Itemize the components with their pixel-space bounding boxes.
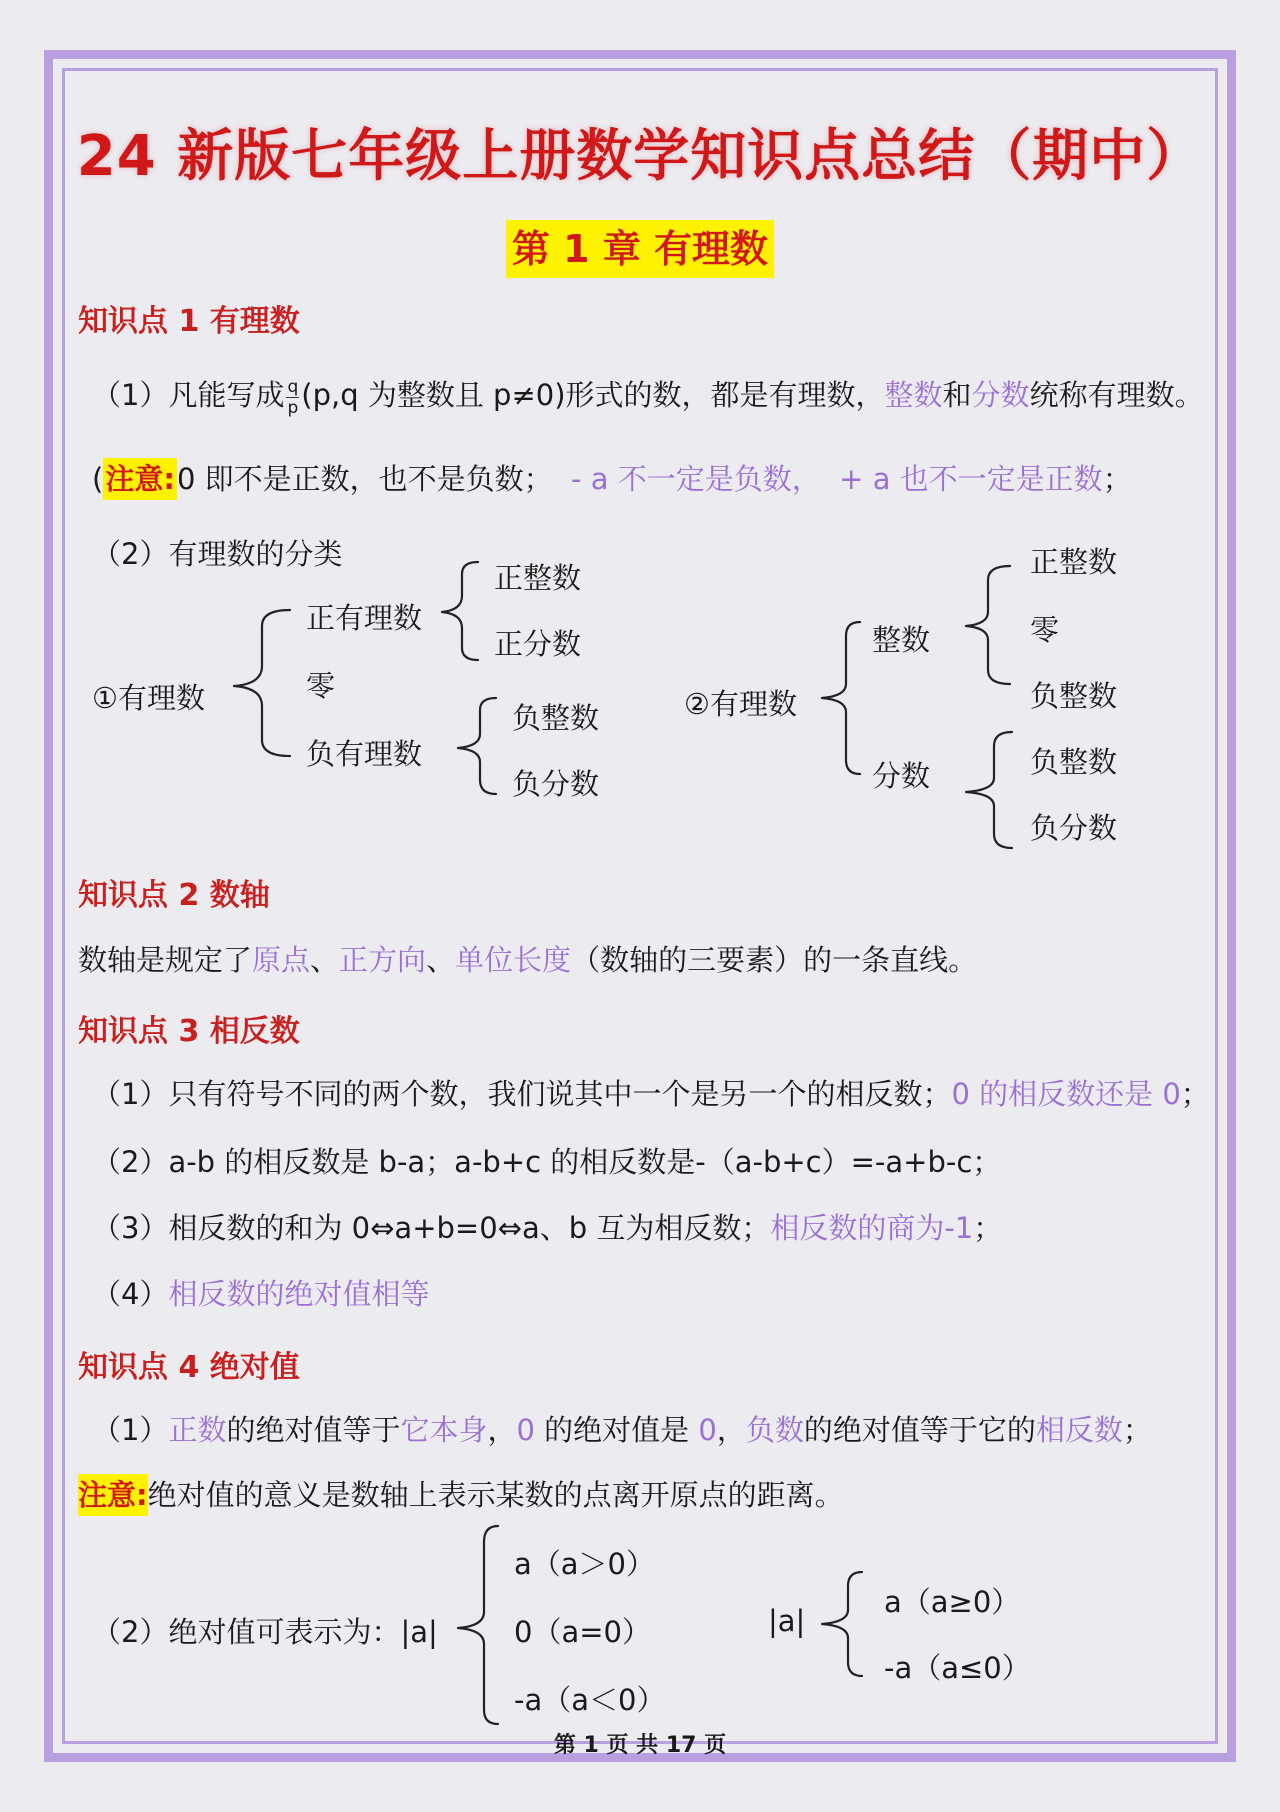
tree1-negative-integer: 负整数 xyxy=(512,701,600,735)
kp4-line2-prefix: （2）绝对值可表示为：|a| xyxy=(92,1615,438,1649)
kp4-negative: 负数 xyxy=(745,1413,804,1447)
page-footer xyxy=(0,1728,1280,1759)
kp2-origin: 原点 xyxy=(252,943,311,977)
kp4-opposite: 相反数 xyxy=(1035,1413,1123,1447)
kp1-classify-title: （2）有理数的分类 xyxy=(92,537,343,571)
kp1-note-text: 0 即不是正数，也不是负数； xyxy=(176,462,553,496)
abs-case-positive: a（a＞0） xyxy=(514,1547,655,1581)
kp3-line1-highlight: 0 的相反数还是 0 xyxy=(951,1077,1181,1111)
tree1-positive-rational: 正有理数 xyxy=(306,601,423,635)
fraction-numerator: q xyxy=(287,376,299,397)
kp2-sep1: 、 xyxy=(310,943,340,977)
tree1-negative-brace xyxy=(458,698,496,794)
page-number: 1 xyxy=(583,1733,599,1758)
tree2-integer-brace xyxy=(966,566,1010,684)
kp4-abs-equals: 的绝对值等于 xyxy=(226,1413,401,1447)
kp3-line2: （2）a-b 的相反数是 b-a；a-b+c 的相反数是-（a-b+c）=-a+b-c； xyxy=(92,1145,1002,1179)
tree2-positive-integer: 正整数 xyxy=(1030,545,1118,579)
kp4-note-text: 绝对值的意义是数轴上表示某数的点离开原点的距离。 xyxy=(147,1478,844,1512)
kp4-itself: 它本身 xyxy=(400,1413,488,1447)
tree1-positive-integer: 正整数 xyxy=(494,561,582,595)
kp4-zero: 0 xyxy=(516,1413,535,1447)
abs-case-negative: -a（a＜0） xyxy=(514,1683,666,1717)
footer-mid: 页 共 xyxy=(598,1733,666,1758)
footer-pre: 第 xyxy=(553,1733,584,1758)
kp1-line1-mid: (p,q 为整数且 p≠0)形式的数，都是有理数， xyxy=(301,378,885,412)
tree2-fraction: 分数 xyxy=(872,759,931,793)
kp4-note xyxy=(78,1474,844,1516)
tree2-main-brace xyxy=(822,622,860,774)
abs-case-nonpos: -a（a≤0） xyxy=(884,1651,1031,1685)
kp1-line1-and: 和 xyxy=(942,378,972,412)
kp3-heading: 知识点 3 相反数 xyxy=(78,1014,300,1049)
kp3-line4-pre: （4） xyxy=(92,1277,169,1311)
kp4-abs-equals-its: 的绝对值等于它的 xyxy=(803,1413,1036,1447)
kp2-sep2: 、 xyxy=(426,943,456,977)
kp3-line3-end: ； xyxy=(973,1211,1003,1245)
abs-case-nonneg: a（a≥0） xyxy=(884,1585,1021,1619)
kp4-line1 xyxy=(92,1408,1152,1449)
kp3-line3-highlight: 相反数的商为-1 xyxy=(770,1211,974,1245)
kp1-heading: 知识点 1 有理数 xyxy=(78,304,300,339)
tree1-negative-fraction: 负分数 xyxy=(512,767,600,801)
tree2-integer: 整数 xyxy=(872,623,931,657)
kp3-line1-pre: （1）只有符号不同的两个数，我们说其中一个是另一个的相反数； xyxy=(92,1077,952,1111)
abs-label-second: |a| xyxy=(768,1604,806,1638)
kp3-line3-pre: （3）相反数的和为 0⇔a+b=0⇔a、b 互为相反数； xyxy=(92,1211,771,1245)
kp1-term-fraction: 分数 xyxy=(971,378,1030,412)
kp2-post: （数轴的三要素）的一条直线。 xyxy=(571,943,978,977)
kp4-abs-is: 的绝对值是 xyxy=(534,1413,699,1447)
kp2-unit-length: 单位长度 xyxy=(455,943,572,977)
total-pages: 17 xyxy=(665,1733,697,1758)
tree1-positive-brace xyxy=(442,562,478,660)
tree2-fraction-brace xyxy=(966,732,1012,848)
kp2-heading: 知识点 2 数轴 xyxy=(78,878,270,913)
tree1-negative-rational: 负有理数 xyxy=(306,737,423,771)
tree2-fraction-item-a: 负整数 xyxy=(1030,745,1118,779)
kp1-term-integer: 整数 xyxy=(884,378,943,412)
kp2-text xyxy=(78,938,977,979)
tree1-main-brace xyxy=(234,610,290,756)
kp2-pre: 数轴是规定了 xyxy=(78,943,253,977)
page-title: 24 新版七年级上册数学知识点总结（期中） xyxy=(76,124,1204,189)
kp4-note-label: 注意: xyxy=(78,1474,148,1516)
chapter-heading: 第 1 章 有理数 xyxy=(506,220,774,278)
kp3-line1 xyxy=(92,1072,1210,1113)
kp4-comma2: ， xyxy=(716,1413,746,1447)
tree2-fraction-item-b: 负分数 xyxy=(1030,811,1118,845)
kp1-note-neg-a: - a 不一定是负数， xyxy=(571,462,821,496)
tree1-zero: 零 xyxy=(306,669,336,703)
kp1-note-end: ； xyxy=(1102,462,1132,496)
abs-value-brace-3 xyxy=(458,1526,498,1724)
footer-post: 页 xyxy=(696,1733,727,1758)
kp4-positive: 正数 xyxy=(168,1413,227,1447)
kp3-line4-highlight: 相反数的绝对值相等 xyxy=(168,1277,430,1311)
tree2-root: ②有理数 xyxy=(684,687,797,721)
kp3-line4 xyxy=(92,1272,429,1313)
kp1-line1-pre: （1）凡能写成 xyxy=(92,378,285,412)
kp4-zero-value: 0 xyxy=(698,1413,717,1447)
tree1-root: ①有理数 xyxy=(92,681,205,715)
tree2-zero: 零 xyxy=(1030,613,1060,647)
kp4-comma1: ， xyxy=(487,1413,517,1447)
kp4-line1-end: ； xyxy=(1122,1413,1152,1447)
kp2-direction: 正方向 xyxy=(339,943,427,977)
kp1-line1-post: 统称有理数。 xyxy=(1029,378,1204,412)
kp4-heading: 知识点 4 绝对值 xyxy=(78,1350,300,1385)
kp3-line3 xyxy=(92,1206,1002,1247)
fraction-denominator: p xyxy=(287,397,299,418)
tree1-positive-fraction: 正分数 xyxy=(494,627,582,661)
kp3-line1-end: ； xyxy=(1180,1077,1210,1111)
kp4-line1-pre: （1） xyxy=(92,1413,169,1447)
kp1-note-label: 注意: xyxy=(103,458,177,500)
tree2-negative-integer: 负整数 xyxy=(1030,679,1118,713)
kp1-note-paren: ( xyxy=(92,462,104,496)
abs-value-brace-2 xyxy=(822,1572,862,1676)
kp1-note-pos-a: + a 也不一定是正数 xyxy=(839,462,1103,496)
abs-case-zero: 0（a=0） xyxy=(514,1615,651,1649)
